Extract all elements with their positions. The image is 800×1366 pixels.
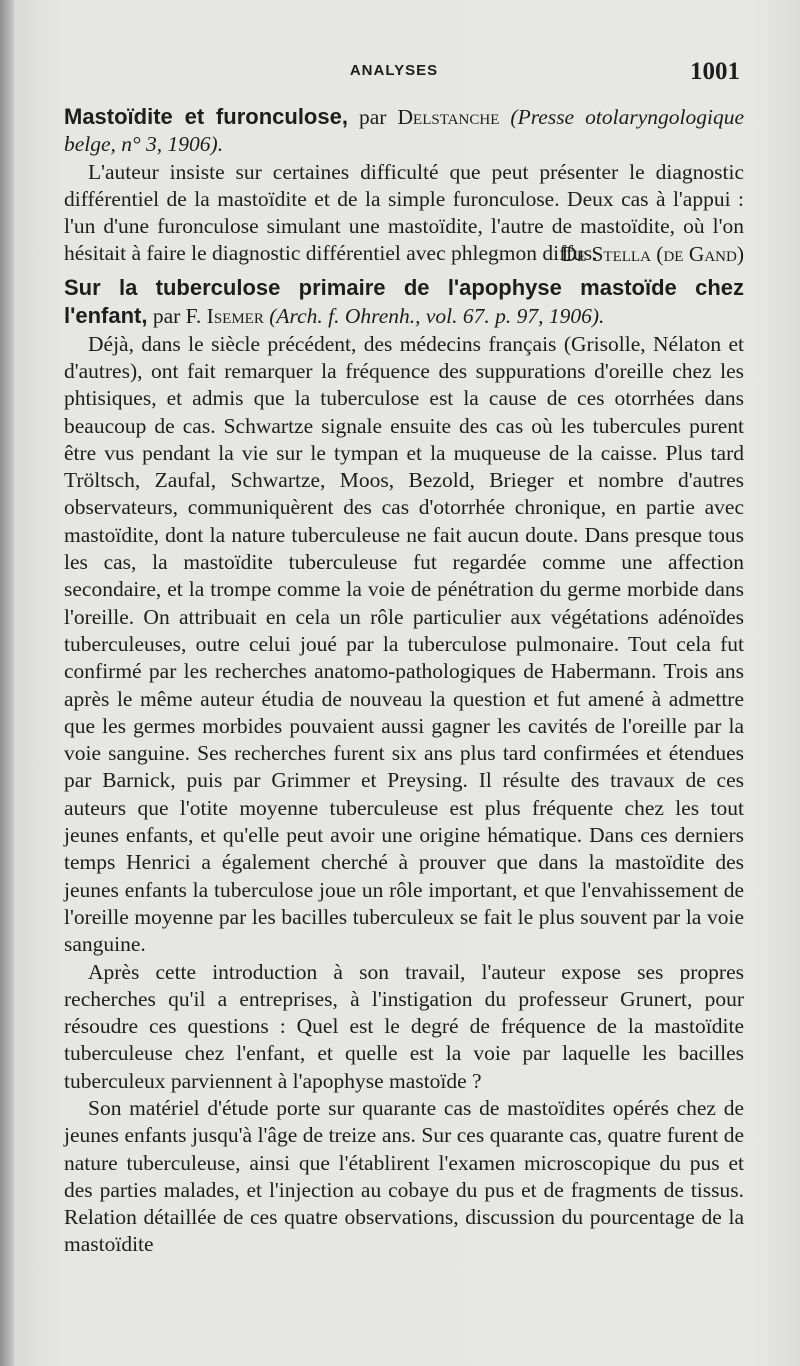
article-2-title: Sur la tuberculose primaire de l'apophyse mastoïde chez l'enfant, — [64, 275, 744, 329]
article-2-source: (Arch. f. Ohrenh., vol. 67. p. 97, 1906). — [263, 304, 605, 329]
scan-edge — [0, 0, 14, 1366]
article-2-paragraph-3: Son matériel d'étude porte sur quarante cas de mastoïdites opérés chez de jeunes enfants jusqu'à l'âge de treize ans. Sur ces quarante cas, quatre furent de nature tuberculeuse, ainsi que l'établirent l'examen microscopique du pus et des parties malades, et l'injection au cobaye du pus et de fragments de tissus. Relation détaillée de ces quatre observations, discussion du pourcentage de la mastoïdite — [64, 1095, 744, 1257]
article-1-by: par — [347, 105, 398, 129]
article-1-author: Delstanche — [397, 105, 500, 129]
article-1-paragraph: L'auteur insiste sur certaines difficulté que peut présenter le diagnostic différentiel de la mastoïdite et de la simple furonculose. Deux cas à l'appui : l'un d'une furonculose simulant une mastoïdite, l'autre de mastoïdite, où l'on hésitait à faire le diagnostic différentiel avec phlegmon diffus. — [64, 159, 744, 266]
article-1-signature: De Stella (de Gand) — [561, 241, 744, 266]
article-1-source: (Presse otolaryngologique belge, n° 3, 1906). — [64, 105, 745, 157]
article-2-heading — [64, 274, 744, 331]
article-2-by: par F. — [147, 304, 207, 329]
article-1-title: Mastoïdite et furonculose, — [64, 104, 348, 129]
article-2-author: Isemer — [206, 304, 264, 329]
article-1-heading — [64, 103, 744, 159]
book-page — [14, 0, 800, 1366]
article-2-paragraph-1: Déjà, dans le siècle précédent, des médecins français (Grisolle, Nélaton et d'autres), ont fait remarquer la fréquence des suppurations d'oreille chez les phtisiques, et admis que la tuberculose est la cause de ces otorrhées dans beaucoup de cas. Schwartze signale ensuite des cas où les tubercules purent être vus pendant la vie sur le tympan et la muqueuse de la caisse. Plus tard Tröltsch, Zaufal, Schwartze, Moos, Bezold, Brieger et nombre d'autres observateurs, communiquèrent des cas d'otorrhée chronique, en partie avec mastoïdite, dont la nature tuberculeuse ne fait aucun doute. Dans presque tous les cas, la mastoïdite tuberculeuse fut regardée comme une affection secondaire, et la trompe comme la voie de pénétration du germe morbide dans l'oreille. On attribuait en cela un rôle particulier aux végétations adénoïdes tuberculeuses, outre celui joué par la tuberculose pulmonaire. Tout cela fut confirmé par les recherches anatomo-pathologiques de Habermann. Trois ans après le même auteur étudia de nouveau la question et fut amené à admettre que les germes morbides pouvaient aussi gagner les cavités de l'oreille par la voie sanguine. Ses recherches furent six ans plus tard confirmées et étendues par Barnick, puis par Grimmer et Preysing. Il résulte des travaux de ces auteurs que l'otite moyenne tuberculeuse est plus fréquente chez les tout jeunes enfants, et qu'elle peut avoir une origine hématique. Dans ces derniers temps Henrici a également cherché à prouver que dans la mastoïdite des jeunes enfants la tuberculose joue un rôle important, et que l'envahissement de l'oreille moyenne par les bacilles tuberculeux se fait le plus souvent par la voie sanguine. — [64, 331, 744, 957]
page-body — [64, 103, 744, 1259]
page-number: 1001 — [690, 58, 740, 85]
running-header: ANALYSES — [349, 62, 439, 79]
article-2-paragraph-2: Après cette introduction à son travail, l'auteur expose ses propres recherches qu'il a entreprises, à l'instigation du professeur Grunert, pour résoudre ces questions : Quel est le degré de fréquence de la mastoïdite tuberculeuse chez l'enfant, et quelle est la voie par laquelle les bacilles tuberculeux parviennent à l'apophyse mastoïde ? — [64, 959, 744, 1093]
